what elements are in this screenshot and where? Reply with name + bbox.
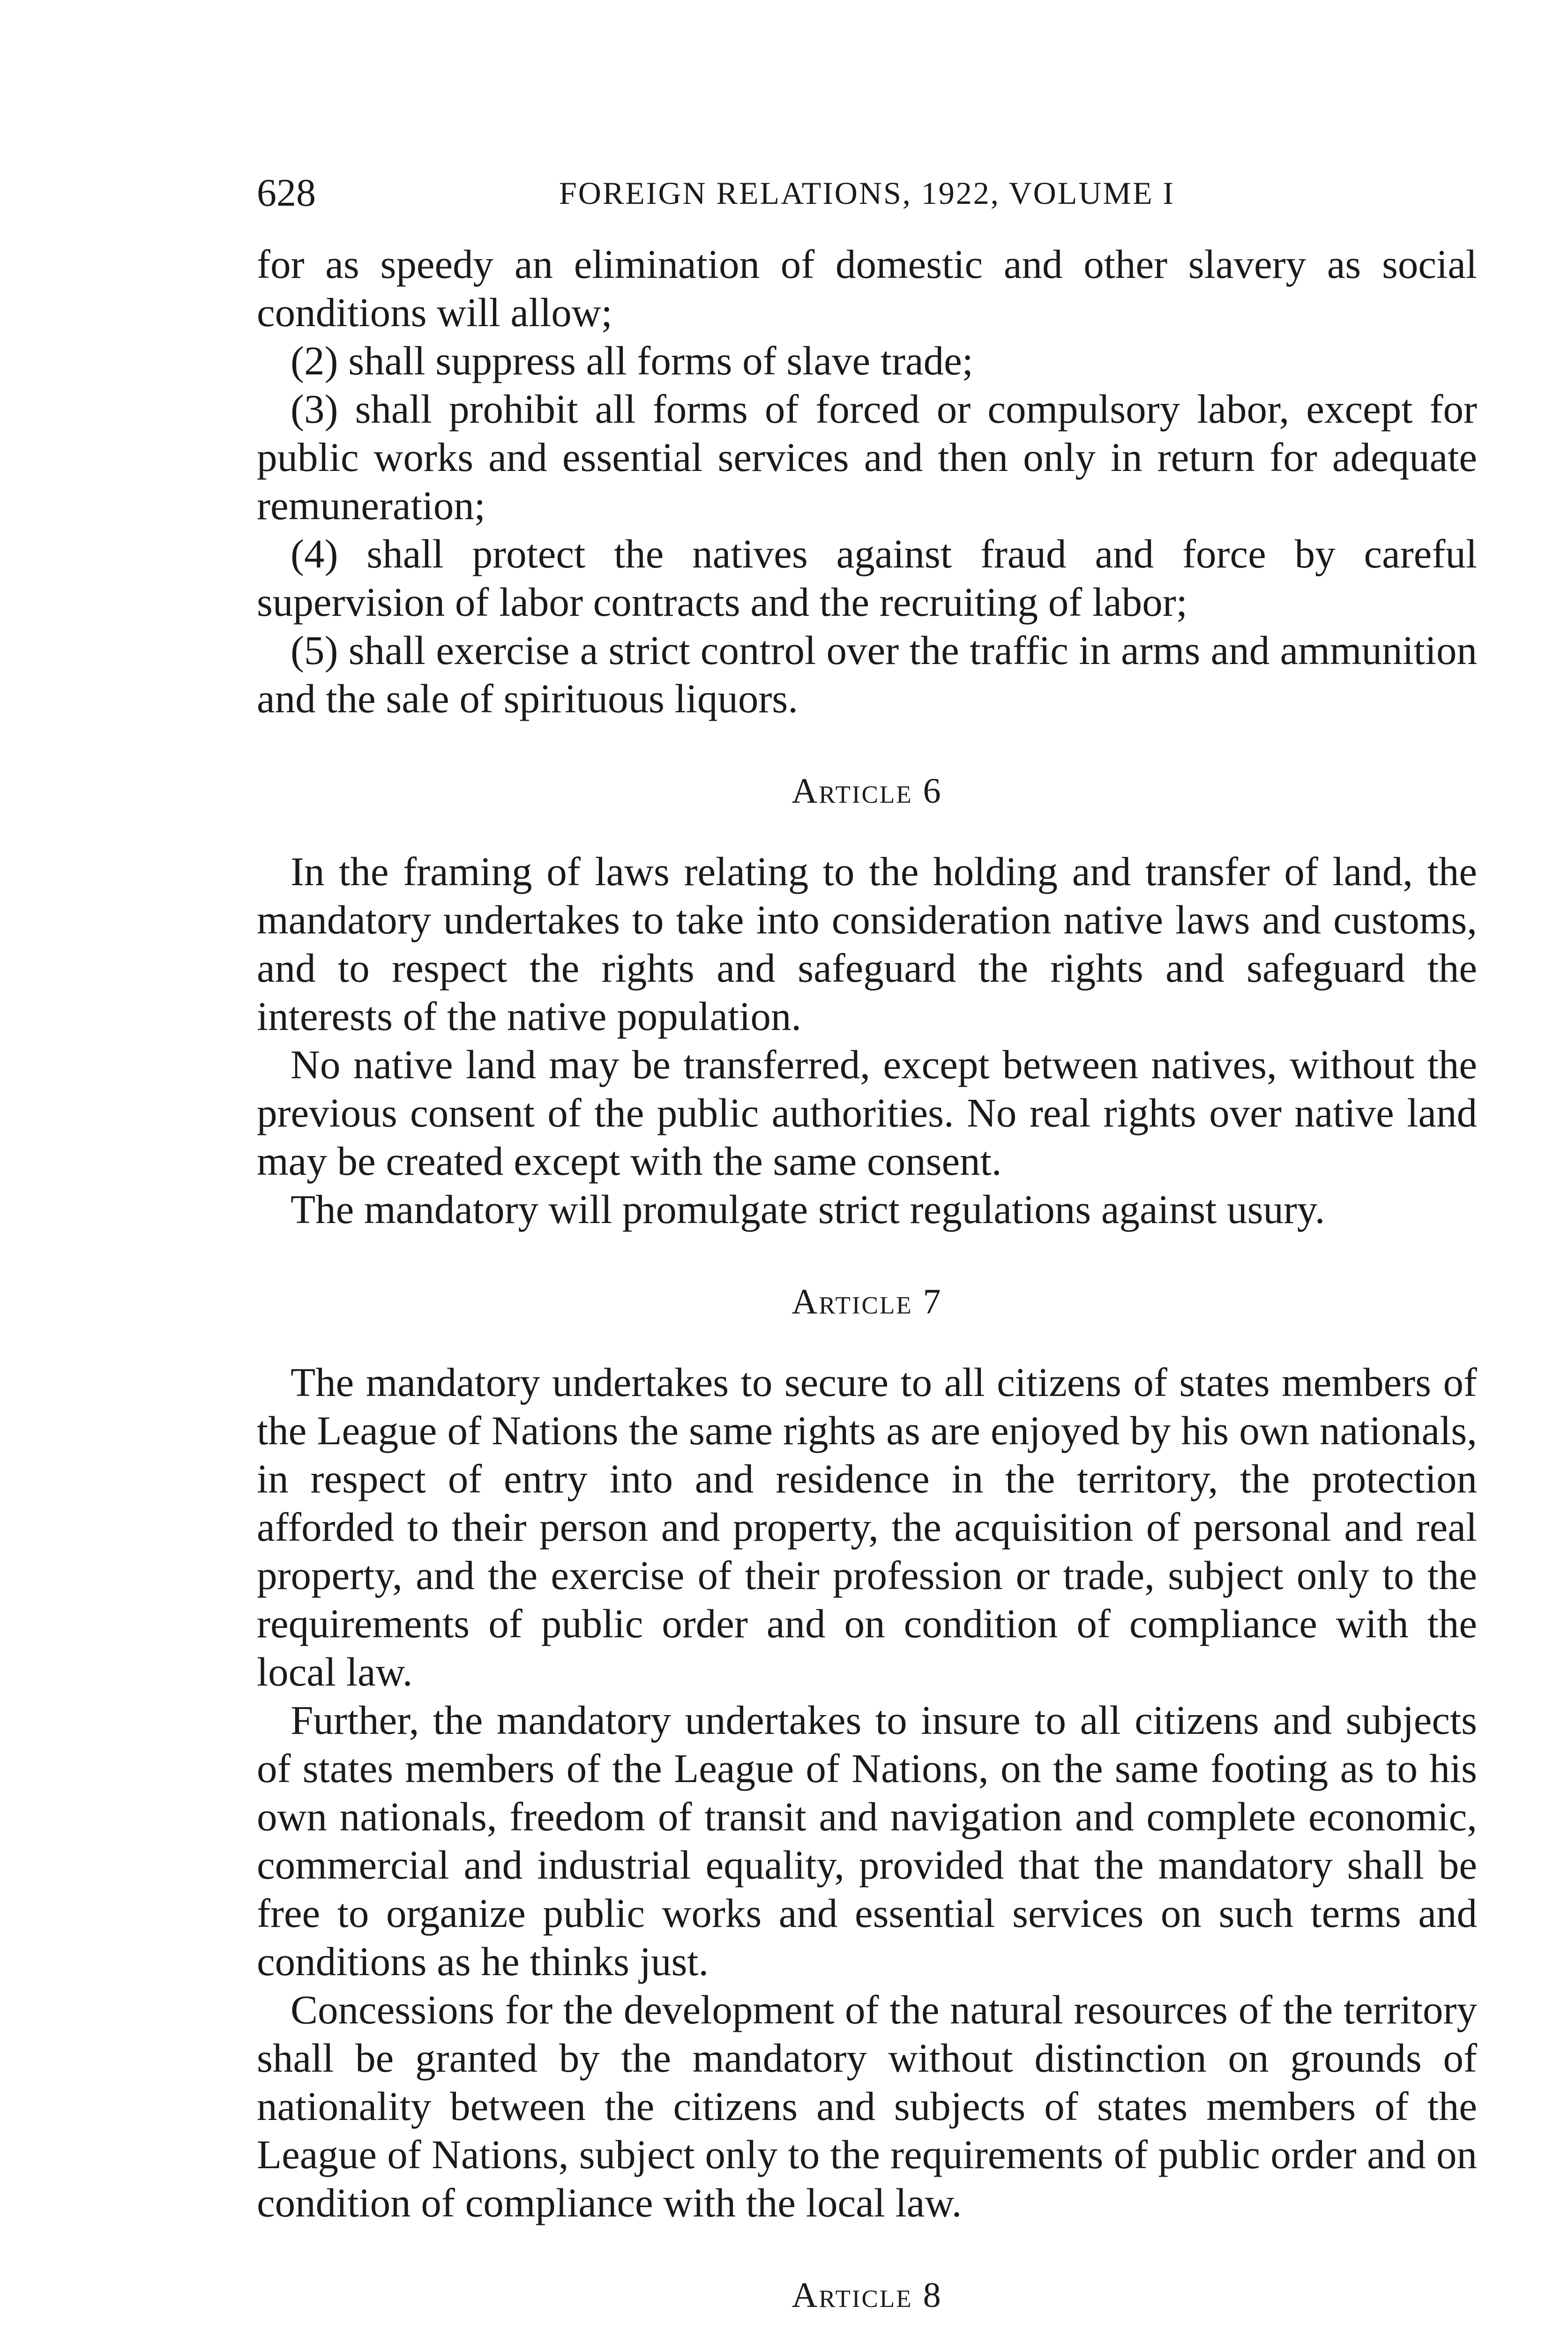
article-8-heading: Article 8 xyxy=(791,2276,942,2315)
running-head: FOREIGN RELATIONS, 1922, VOLUME I xyxy=(559,175,1175,211)
list-item: (4) shall protect the natives against fraud and force by careful supervision of labor contracts and the recruiting of labor; xyxy=(257,531,1477,625)
document-body xyxy=(257,240,1477,2343)
article-6-paragraph: In the framing of laws relating to the holding and transfer of land, the mandatory undertakes to take into consideration native laws and customs, and to respect the rights and safeguard the rights and safeguard the interests of the native population. xyxy=(257,849,1477,1039)
article-7-heading: Article 7 xyxy=(791,1282,942,1321)
article-6-paragraph: No native land may be transferred, except between natives, without the previous consent of the public authorities. No real rights over native land may be created except with the same consent. xyxy=(257,1042,1477,1184)
article-7-paragraph: Further, the mandatory undertakes to insure to all citizens and subjects of states members of the League of Nations, on the same footing as to his own nationals, freedom of transit and navigation and complete economic, commercial and industrial equality, provided that the mandatory shall be free to organize public works and essential services on such terms and conditions as he thinks just. xyxy=(257,1697,1477,1984)
page-header xyxy=(257,170,1477,216)
continuation-paragraph: for as speedy an elimination of domestic and other slavery as social conditions will allow; xyxy=(257,241,1477,335)
list-item: (2) shall suppress all forms of slave trade; xyxy=(291,338,973,383)
document-page xyxy=(257,0,1477,2343)
article-7-paragraph: Concessions for the development of the natural resources of the territory shall be granted by the mandatory without distinction on grounds of nationality between the citizens and subjects of states members of the League of Nations, subject only to the requirements of public order and on condition of compliance with the local law. xyxy=(257,1987,1477,2225)
list-item: (3) shall prohibit all forms of forced or compulsory labor, except for public works and essential services and then only in return for adequate remuneration; xyxy=(257,386,1477,528)
article-6-heading: Article 6 xyxy=(791,771,942,811)
article-7-paragraph: The mandatory undertakes to secure to all citizens of states members of the League of Nations the same rights as are enjoyed by his own nationals, in respect of entry into and residence in the territory, the protection afforded to their person and property, the acquisition of personal and real property, and the exercise of their profession or trade, subject only to the requirements of public order and on condition of compliance with the local law. xyxy=(257,1359,1477,1694)
article-6-paragraph: The mandatory will promulgate strict regulations against usury. xyxy=(291,1186,1325,1232)
page-number: 628 xyxy=(257,171,316,215)
list-item: (5) shall exercise a strict control over the traffic in arms and ammunition and the sale of spirituous liquors. xyxy=(257,627,1477,721)
